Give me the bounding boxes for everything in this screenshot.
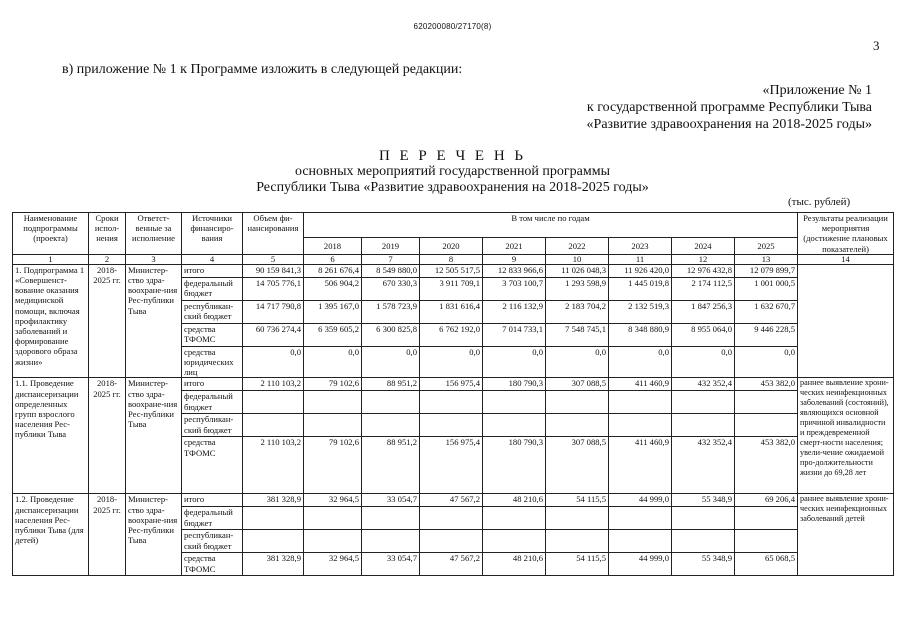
year-value: 180 790,3 [483, 378, 546, 391]
year-value: 7 548 745,1 [546, 323, 609, 346]
measure-period: 2018-2025 гг. [89, 264, 126, 378]
page-number: 3 [873, 38, 880, 53]
year-value [420, 391, 483, 414]
column-number: 4 [182, 254, 243, 264]
year-value [420, 414, 483, 437]
year-value [483, 507, 546, 530]
year-value [483, 391, 546, 414]
year-value: 6 300 825,8 [362, 323, 420, 346]
column-number: 2 [89, 254, 126, 264]
year-value [420, 507, 483, 530]
year-value: 1 395 167,0 [304, 300, 362, 323]
header-year: 2020 [420, 237, 483, 254]
header-year: 2022 [546, 237, 609, 254]
header-year: 2025 [735, 237, 798, 254]
year-value [483, 414, 546, 437]
funding-volume: 2 110 103,2 [243, 378, 304, 391]
year-value: 48 210,6 [483, 553, 546, 576]
year-value: 1 578 723,9 [362, 300, 420, 323]
measure-result: раннее выявление хрони-ческих неинфекционных заболеваний (состояний), являющихся основной причиной инвалидности и преждевременной смерт-ности населения; увели-чение ожидаемой про-должительности жизни до 69,28 лет [798, 378, 894, 494]
funding-volume [243, 530, 304, 553]
funding-volume: 90 159 841,3 [243, 264, 304, 277]
year-value: 670 330,3 [362, 277, 420, 300]
year-value: 180 790,3 [483, 437, 546, 494]
year-value: 432 352,4 [672, 378, 735, 391]
year-value: 54 115,5 [546, 553, 609, 576]
year-value: 33 054,7 [362, 553, 420, 576]
funding-source: итого [182, 378, 243, 391]
year-value: 307 088,5 [546, 437, 609, 494]
table-column-numbers-row [13, 254, 894, 264]
funding-volume: 381 328,9 [243, 494, 304, 507]
list-title-line-3: Республики Тыва «Развитие здравоохранения на 2018-2025 годы» [256, 180, 649, 195]
funding-source: средства ТФОМС [182, 323, 243, 346]
table-header-row [13, 213, 894, 238]
year-value [735, 414, 798, 437]
funding-volume: 2 110 103,2 [243, 437, 304, 494]
year-value: 156 975,4 [420, 378, 483, 391]
year-value [546, 414, 609, 437]
funding-volume [243, 414, 304, 437]
year-value [304, 530, 362, 553]
header-volume: Объем фи-нансирования [243, 213, 304, 255]
header-year: 2023 [609, 237, 672, 254]
year-value: 307 088,5 [546, 378, 609, 391]
funding-source: средства юридических лиц [182, 346, 243, 378]
measures-table [12, 212, 894, 576]
year-value: 11 026 048,3 [546, 264, 609, 277]
year-value: 1 847 256,3 [672, 300, 735, 323]
year-value: 44 999,0 [609, 553, 672, 576]
header-results: Результаты реализации мероприятия (достижение плановых показателей) [798, 213, 894, 255]
measure-period: 2018-2025 гг. [89, 378, 126, 494]
funding-volume: 381 328,9 [243, 553, 304, 576]
year-value: 47 567,2 [420, 494, 483, 507]
measure-period: 2018-2025 гг. [89, 494, 126, 576]
table-row [13, 378, 894, 391]
year-value [546, 507, 609, 530]
appendix-line-2: к государственной программе Республики Тыва [586, 100, 872, 115]
year-value: 411 460,9 [609, 378, 672, 391]
header-year: 2018 [304, 237, 362, 254]
year-value [609, 507, 672, 530]
year-value [362, 391, 420, 414]
year-value [546, 530, 609, 553]
year-value: 88 951,2 [362, 437, 420, 494]
year-value: 1 831 616,4 [420, 300, 483, 323]
column-number: 5 [243, 254, 304, 264]
year-value: 453 382,0 [735, 437, 798, 494]
year-value: 156 975,4 [420, 437, 483, 494]
year-value [420, 530, 483, 553]
year-value: 0,0 [420, 346, 483, 378]
year-value: 79 102,6 [304, 378, 362, 391]
year-value: 6 762 192,0 [420, 323, 483, 346]
funding-source: федеральный бюджет [182, 277, 243, 300]
table-row [13, 494, 894, 507]
funding-source: федеральный бюджет [182, 391, 243, 414]
year-value [362, 530, 420, 553]
column-number: 11 [609, 254, 672, 264]
funding-source: республикан-ский бюджет [182, 300, 243, 323]
year-value: 6 359 605,2 [304, 323, 362, 346]
year-value: 8 261 676,4 [304, 264, 362, 277]
year-value [672, 530, 735, 553]
year-value [609, 530, 672, 553]
appendix-line-3: «Развитие здравоохранения на 2018-2025 годы» [586, 117, 872, 132]
table-row [13, 264, 894, 277]
year-value: 65 068,5 [735, 553, 798, 576]
year-value [735, 530, 798, 553]
year-value: 411 460,9 [609, 437, 672, 494]
header-period: Сроки испол-нения [89, 213, 126, 255]
header-year: 2024 [672, 237, 735, 254]
year-value: 55 348,9 [672, 494, 735, 507]
year-value [362, 507, 420, 530]
year-value: 44 999,0 [609, 494, 672, 507]
column-number: 12 [672, 254, 735, 264]
year-value: 0,0 [362, 346, 420, 378]
year-value: 33 054,7 [362, 494, 420, 507]
header-name: Наименование подпрограммы (проекта) [13, 213, 89, 255]
measure-name: 1.1. Проведение диспансеризации определенных групп взрослого населения Рес-публики Тыва [13, 378, 89, 494]
measure-result: раннее выявление хрони-ческих неинфекционных заболеваний детей [798, 494, 894, 576]
year-value: 0,0 [609, 346, 672, 378]
year-value [546, 391, 609, 414]
year-value: 9 446 228,5 [735, 323, 798, 346]
year-value: 1 001 000,5 [735, 277, 798, 300]
column-number: 10 [546, 254, 609, 264]
year-value: 55 348,9 [672, 553, 735, 576]
year-value: 0,0 [546, 346, 609, 378]
funding-volume: 60 736 274,4 [243, 323, 304, 346]
year-value: 3 703 100,7 [483, 277, 546, 300]
document-code: 620200080/27170(8) [413, 22, 492, 31]
list-heading: П Е Р Е Ч Е Н Ь [378, 148, 527, 164]
year-value: 32 964,5 [304, 494, 362, 507]
year-value: 47 567,2 [420, 553, 483, 576]
units-note: (тыс. рублей) [788, 196, 851, 208]
year-value: 8 955 064,0 [672, 323, 735, 346]
column-number: 6 [304, 254, 362, 264]
year-value: 2 183 704,2 [546, 300, 609, 323]
year-value: 12 976 432,8 [672, 264, 735, 277]
year-value: 8 348 880,9 [609, 323, 672, 346]
year-value: 2 132 519,3 [609, 300, 672, 323]
column-number: 14 [798, 254, 894, 264]
year-value: 12 079 899,7 [735, 264, 798, 277]
year-value: 88 951,2 [362, 378, 420, 391]
column-number: 3 [126, 254, 182, 264]
year-value [304, 414, 362, 437]
year-value [609, 414, 672, 437]
funding-source: республикан-ский бюджет [182, 530, 243, 553]
year-value: 11 926 420,0 [609, 264, 672, 277]
funding-source: республикан-ский бюджет [182, 414, 243, 437]
funding-volume: 14 717 790,8 [243, 300, 304, 323]
column-number: 7 [362, 254, 420, 264]
year-value: 1 293 598,9 [546, 277, 609, 300]
year-value: 48 210,6 [483, 494, 546, 507]
year-value: 432 352,4 [672, 437, 735, 494]
year-value: 506 904,2 [304, 277, 362, 300]
year-value: 0,0 [304, 346, 362, 378]
year-value: 79 102,6 [304, 437, 362, 494]
intro-text: в) приложение № 1 к Программе изложить в следующей редакции: [62, 62, 463, 77]
measure-name: 1.2. Проведение диспансеризации населения Рес-публики Тыва (для детей) [13, 494, 89, 576]
measure-name: 1. Подпрограмма 1 «Совершенст-вование оказания медицинской помощи, включая профилактику заболеваний и формирование здорового образа жизни» [13, 264, 89, 378]
funding-source: итого [182, 264, 243, 277]
year-value: 0,0 [735, 346, 798, 378]
funding-source: средства ТФОМС [182, 553, 243, 576]
year-value: 12 505 517,5 [420, 264, 483, 277]
year-value: 2 174 112,5 [672, 277, 735, 300]
year-value: 32 964,5 [304, 553, 362, 576]
year-value: 453 382,0 [735, 378, 798, 391]
funding-source: федеральный бюджет [182, 507, 243, 530]
appendix-line-1: «Приложение № 1 [762, 83, 872, 98]
year-value [672, 414, 735, 437]
year-value [483, 530, 546, 553]
year-value [672, 391, 735, 414]
year-value: 54 115,5 [546, 494, 609, 507]
year-value: 7 014 733,1 [483, 323, 546, 346]
measure-responsible: Министер-ство здра-воохране-ния Рес-публики Тыва [126, 378, 182, 494]
column-number: 1 [13, 254, 89, 264]
year-value [304, 391, 362, 414]
year-value: 2 116 132,9 [483, 300, 546, 323]
year-value: 3 911 709,1 [420, 277, 483, 300]
measure-responsible: Министер-ство здра-воохране-ния Рес-публики Тыва [126, 264, 182, 378]
funding-volume [243, 391, 304, 414]
header-year: 2021 [483, 237, 546, 254]
header-sources: Источники финансиро-вания [182, 213, 243, 255]
year-value [609, 391, 672, 414]
funding-volume: 14 705 776,1 [243, 277, 304, 300]
header-years-group: В том числе по годам [304, 213, 798, 238]
measure-responsible: Министер-ство здра-воохране-ния Рес-публики Тыва [126, 494, 182, 576]
list-title-line-2: основных мероприятий государственной программы [294, 164, 610, 179]
year-value: 69 206,4 [735, 494, 798, 507]
year-value: 0,0 [672, 346, 735, 378]
year-value: 0,0 [483, 346, 546, 378]
year-value [735, 391, 798, 414]
year-value: 8 549 880,0 [362, 264, 420, 277]
year-value: 1 445 019,8 [609, 277, 672, 300]
funding-volume [243, 507, 304, 530]
funding-volume: 0,0 [243, 346, 304, 378]
year-value [304, 507, 362, 530]
measure-result [798, 264, 894, 378]
funding-source: средства ТФОМС [182, 437, 243, 494]
year-value [362, 414, 420, 437]
column-number: 9 [483, 254, 546, 264]
year-value: 1 632 670,7 [735, 300, 798, 323]
header-year: 2019 [362, 237, 420, 254]
column-number: 8 [420, 254, 483, 264]
year-value: 12 833 966,6 [483, 264, 546, 277]
column-number: 13 [735, 254, 798, 264]
funding-source: итого [182, 494, 243, 507]
year-value [672, 507, 735, 530]
year-value [735, 507, 798, 530]
header-responsible: Ответст-венные за исполнение [126, 213, 182, 255]
